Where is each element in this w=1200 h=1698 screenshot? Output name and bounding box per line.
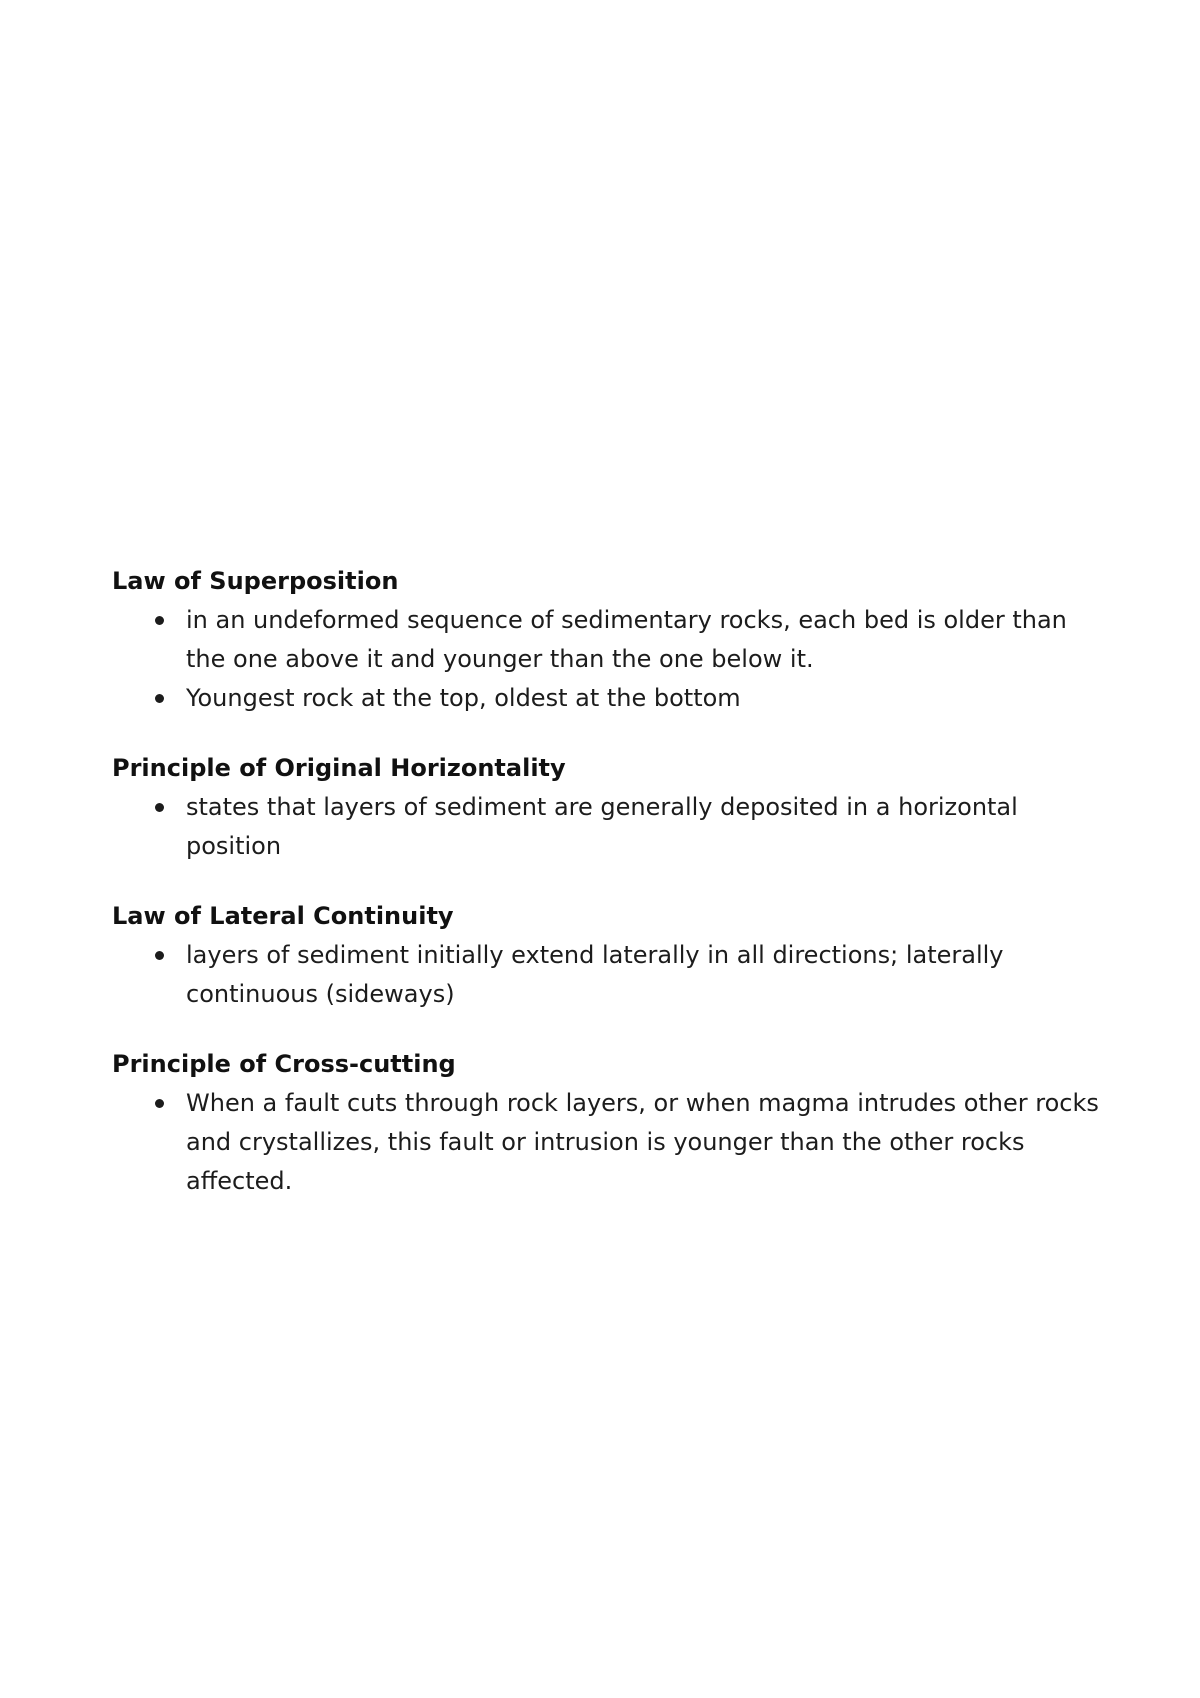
section-heading: Law of Superposition [112, 567, 399, 595]
section-cross-cutting [112, 1045, 1099, 1201]
list-item-text: Youngest rock at the top, oldest at the bottom [186, 684, 741, 712]
section-law-of-superposition [112, 562, 1092, 718]
list-item-text: in an undeformed sequence of sedimentary rocks, each bed is older than the one above it and younger than the one below it. [186, 606, 1067, 673]
list-item [112, 679, 1102, 718]
bullet-icon [155, 803, 164, 812]
list-item [112, 788, 1102, 866]
list-item-text: states that layers of sediment are generally deposited in a horizontal position [186, 793, 1018, 860]
bullet-list [112, 601, 1092, 718]
bullet-list [112, 1084, 1099, 1201]
list-item-text: layers of sediment initially extend laterally in all directions; laterally continuous (sideways) [186, 941, 1004, 1008]
list-item-text: When a fault cuts through rock layers, or when magma intrudes other rocks and crystallizes, this fault or intrusion is younger than the other rocks affected. [186, 1089, 1099, 1195]
bullet-list [112, 788, 1092, 866]
section-heading: Principle of Original Horizontality [112, 754, 566, 782]
bullet-icon [155, 951, 164, 960]
notes-content [112, 562, 1099, 1232]
list-item [112, 601, 1102, 679]
section-heading: Law of Lateral Continuity [112, 902, 454, 930]
bullet-list [112, 936, 1092, 1014]
section-heading: Principle of Cross-cutting [112, 1050, 456, 1078]
bullet-icon [155, 616, 164, 625]
bullet-icon [155, 694, 164, 703]
list-item [112, 1084, 1102, 1201]
section-original-horizontality [112, 749, 1092, 866]
list-item [112, 936, 1102, 1014]
section-lateral-continuity [112, 897, 1092, 1014]
bullet-icon [155, 1099, 164, 1108]
